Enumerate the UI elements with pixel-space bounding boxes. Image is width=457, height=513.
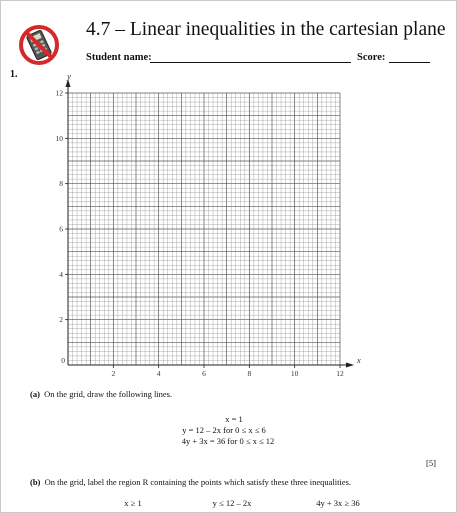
origin-label: 0 (61, 356, 65, 365)
x-tick-label: 2 (111, 369, 116, 378)
question-number: 1. (10, 69, 18, 80)
x-tick-label: 12 (336, 369, 344, 378)
x-tick-label: 10 (290, 369, 299, 378)
y-tick-label: 6 (59, 224, 63, 234)
part-a-label: (a) (30, 389, 40, 399)
part-b-text: On the grid, label the region R containing the points which satisfy these three inequalities. (44, 477, 352, 487)
y-axis-label: y (67, 72, 71, 81)
student-name-field[interactable] (150, 62, 351, 63)
part-b-label: (b) (30, 477, 41, 487)
x-tick-label: 6 (202, 369, 206, 378)
equation-2: y = 12 – 2x for 0 ≤ x ≤ 6 (182, 425, 266, 435)
y-tick-label: 4 (59, 269, 63, 279)
cartesian-grid[interactable] (40, 72, 370, 382)
x-axis-label: x (357, 355, 361, 365)
x-tick-label: 4 (156, 369, 161, 378)
axes (65, 79, 354, 368)
tick-labels (56, 72, 362, 378)
part-a-instruction (30, 389, 172, 399)
inequality-1: x ≥ 1 (124, 498, 142, 508)
x-tick-label: 8 (247, 369, 252, 378)
inequality-2: y ≤ 12 – 2x (212, 498, 252, 508)
equation-1: x = 1 (225, 414, 243, 424)
calculator-prohibited-icon (18, 24, 60, 66)
student-name-label: Student name: (86, 52, 152, 63)
inequality-3: 4y + 3x ≥ 36 (316, 498, 360, 508)
y-tick-label: 8 (59, 179, 63, 189)
part-a-text: On the grid, draw the following lines. (44, 389, 173, 399)
worksheet-title: 4.7 – Linear inequalities in the cartesian plane (86, 19, 446, 40)
score-field[interactable] (389, 62, 430, 63)
equation-3: 4y + 3x = 36 for 0 ≤ x ≤ 12 (181, 436, 275, 446)
part-b-instruction (30, 477, 351, 487)
score-label: Score: (357, 52, 386, 63)
y-tick-label: 10 (55, 133, 63, 143)
x-axis-arrow (346, 363, 354, 368)
marks-label: [5] (426, 458, 436, 468)
y-tick-label: 2 (59, 315, 63, 325)
y-tick-label: 12 (55, 88, 63, 98)
grid-lines (68, 93, 340, 365)
